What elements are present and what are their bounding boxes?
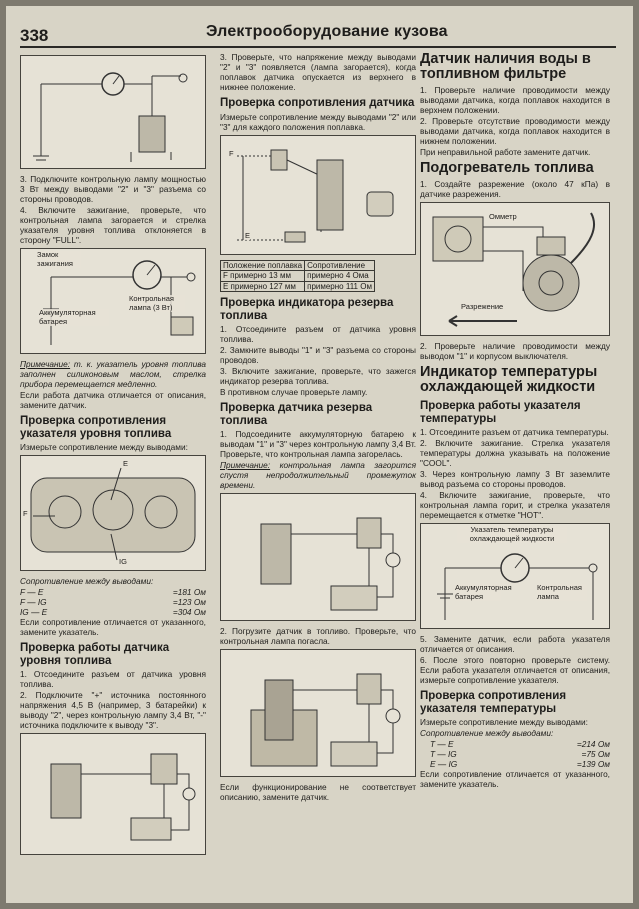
water-step-1: 1. Проверьте наличие проводимости между выводами датчика, когда поплавок находится в верхнем положении.	[420, 85, 610, 115]
heater-step-1: 1. Создайте разрежение (около 47 кПа) в датчике разрежения.	[420, 179, 610, 199]
figure-gauge-circuit	[20, 248, 206, 354]
figure-reserve-sensor-lamp	[220, 493, 416, 621]
resistance-caption: Сопротивление между выводами:	[20, 576, 154, 586]
table-header-cell: Положение поплавка	[221, 260, 305, 271]
reserve-sensor-step-1: 1. Подсоедините аккумуляторную батарею к выводам "1" и "3" через контрольную лампу 3,4 Вт. Проверьте, что контрольная лампа загорелась.	[220, 429, 416, 459]
figure-float-positions	[220, 135, 416, 255]
table-row	[221, 271, 375, 282]
fuel-sender-wiring-diagram	[21, 56, 205, 168]
resistance-value: =139 Ом	[576, 759, 610, 769]
temp-step-2: 2. Включите зажигание. Стрелка указателя температуры должна указывать на положение "COOL".	[420, 438, 610, 468]
table-header-row	[221, 260, 375, 271]
page-number: 338	[20, 26, 49, 45]
water-replace: При неправильной работе замените датчик.	[420, 147, 591, 157]
label-battery: Аккумуляторная батарея	[455, 583, 512, 601]
note-paragraph	[20, 359, 206, 389]
label-test-lamp: Контрольная лампа	[537, 584, 587, 601]
resistance-row	[420, 749, 610, 759]
step-3-connect-lamp: 3. Подключите контрольную лампу мощностью 3 Вт между выводами "2" и "3" разъема со стороны проводов.	[20, 174, 206, 204]
figure-temp-gauge-circuit	[420, 523, 610, 629]
reserve-sensor-lamp-diagram	[221, 494, 415, 620]
sensor-in-fuel-diagram	[221, 650, 415, 776]
resistance-pair: T — IG	[430, 749, 457, 759]
table-header-cell: Сопротивление	[305, 260, 375, 271]
label-full-position: F	[229, 148, 234, 158]
resistance-row	[20, 607, 206, 617]
resistance-pair: T — E	[430, 739, 454, 749]
heading-water-sensor: Датчик наличия воды в топливном фильтре	[420, 51, 591, 82]
column-middle	[220, 52, 416, 803]
figure-sensor-in-fuel	[220, 649, 416, 777]
heading-temp-indicator: Индикатор температуры охлаждающей жидкости	[420, 364, 598, 395]
resistance-pair: E — IG	[430, 759, 458, 769]
temp-step-6: 6. После этого повторно проверьте систему. Если работа указателя отличается от описания, измерьте сопротивление указателя.	[420, 655, 610, 685]
column-right	[420, 48, 610, 790]
figure-fuel-sender-wiring	[20, 55, 206, 169]
label-terminal-ig: IG	[119, 557, 127, 566]
table-cell: E примерно 127 мм	[221, 281, 305, 292]
reserve-step-3: 3. Включите зажигание, проверьте, что зажегся индикатор резерва топлива.	[220, 366, 416, 386]
reserve-step-1: 1. Отсоедините разъем от датчика уровня топлива.	[220, 324, 416, 344]
resistance-value: =123 Ом	[172, 597, 206, 607]
heater-step-2: 2. Проверьте наличие проводимости между выводом "1" и корпусом выключателя.	[420, 341, 610, 361]
table-cell: примерно 4 Ома	[305, 271, 375, 282]
page-title: Электрооборудование кузова	[206, 23, 448, 40]
temp-step-4: 4. Включите зажигание, проверьте, что контрольная лампа горит, и стрелка указателя перемещается к отметке "HOT".	[420, 490, 610, 520]
table-cell: F примерно 13 мм	[221, 271, 305, 282]
measure-float-text: Измерьте сопротивление между выводами "2" или "3" для каждого положения поплавка.	[220, 111, 416, 132]
label-empty-position: E	[245, 230, 251, 240]
label-ignition-lock: Замок зажигания	[37, 251, 81, 268]
temp-step-5: 5. Замените датчик, если работа указателя отличается от описания.	[420, 634, 610, 654]
label-terminal-e: E	[123, 459, 129, 468]
heading-temp-resistance: Проверка сопротивления указателя температуры	[420, 690, 567, 715]
label-test-lamp: Контрольная лампа (3 Вт)	[129, 295, 185, 312]
heading-reserve-indicator: Проверка индикатора резерва топлива	[220, 297, 394, 322]
sensor-test-diagram	[21, 734, 205, 854]
float-resistance-table	[220, 260, 375, 293]
column-left	[20, 52, 206, 860]
label-vacuum: Разрежение	[461, 302, 504, 311]
heading-temp-gauge-check: Проверка работы указателя температуры	[420, 400, 581, 425]
book-page	[6, 6, 633, 903]
label-battery: Аккумуляторная батарея	[39, 309, 109, 326]
resistance-value: =75 Ом	[581, 749, 610, 759]
measure-text: Измерьте сопротивление между выводами:	[420, 717, 588, 727]
resistance-row	[20, 587, 206, 597]
resistance-value: =181 Ом	[172, 587, 206, 597]
resistance-pair: F — IG	[20, 597, 47, 607]
sensor-step-1: 1. Отсоедините разъем от датчика уровня топлива.	[20, 669, 206, 689]
heading-gauge-resistance: Проверка сопротивления указателя уровня топлива	[20, 415, 172, 440]
heading-sensor-operation: Проверка работы датчика уровня топлива	[20, 642, 170, 667]
table-row	[221, 281, 375, 292]
note-text: контрольная лампа загорится спустя непродолжительный промежуток времени.	[220, 460, 416, 490]
temp-step-3: 3. Через контрольную лампу 3 Вт заземлите вывод разъема со стороны проводов.	[420, 469, 610, 489]
reserve-step-2: 2. Замкните выводы "1" и "3" разъема со стороны проводов.	[220, 345, 416, 365]
note-label: Примечание:	[220, 460, 271, 470]
table-cell: примерно 111 Ом	[305, 281, 375, 292]
heater-ohmmeter-diagram	[421, 203, 609, 335]
step-4-ignition: 4. Включите зажигание, проверьте, что контрольная лампа загорается и стрелка указателя уровня топлива отклоняется в сторону "FULL".	[20, 205, 206, 245]
label-terminal-f: F	[23, 509, 28, 518]
resistance-pair: IG — E	[20, 607, 48, 617]
temp-step-1: 1. Отсоедините разъем от датчика температуры.	[420, 427, 609, 437]
resistance-value: =304 Ом	[172, 607, 206, 617]
figure-heater-ohmmeter	[420, 202, 610, 336]
sensor-step-2: 2. Подключите "+" источника постоянного напряжения 4,5 В (например, 3 батарейки) к выводу "2", через контрольную лампу 3,4 Вт, "-" источника подключите к выводу "3".	[20, 690, 206, 730]
instrument-cluster-diagram	[21, 456, 205, 570]
measure-text: Измерьте сопротивление между выводами:	[20, 442, 188, 452]
resistance-row	[420, 739, 610, 749]
final-replace-gauge: Если сопротивление отличается от указанного, замените указатель.	[420, 769, 610, 789]
reserve-otherwise: В противном случае проверьте лампу.	[220, 387, 368, 397]
label-temp-gauge: Указатель температуры охлаждающей жидкости	[457, 526, 567, 543]
final-replace-sensor: Если функционирование не соответствует описанию, замените датчик.	[220, 782, 416, 802]
replace-sensor-text: Если работа датчика отличается от описания, замените датчик.	[20, 390, 206, 410]
heading-fuel-heater: Подогреватель топлива	[420, 160, 594, 176]
replace-gauge-text: Если сопротивление отличается от указанного, замените указатель.	[20, 617, 206, 637]
note-paragraph	[220, 460, 416, 490]
heading-reserve-sensor: Проверка датчика резерва топлива	[220, 402, 373, 427]
step-3-voltage: 3. Проверьте, что напряжение между выводами "2" и "3" появляется (лампа загорается), когда поплавок датчика опускается из верхнего в нижнее положение.	[220, 52, 416, 92]
label-ohmmeter: Омметр	[489, 212, 517, 221]
note-text: т. к. указатель уровня топлива заполнен силиконовым маслом, стрелка прибора перемещается медленно.	[20, 359, 206, 389]
submerge-step: 2. Погрузите датчик в топливо. Проверьте, что контрольная лампа погасла.	[220, 626, 416, 646]
float-positions-diagram	[221, 136, 415, 254]
heading-sensor-resistance: Проверка сопротивления датчика	[220, 97, 415, 109]
figure-instrument-cluster	[20, 455, 206, 571]
figure-sensor-test	[20, 733, 206, 855]
resistance-row	[420, 759, 610, 769]
resistance-row	[20, 597, 206, 607]
resistance-pair: F — E	[20, 587, 44, 597]
resistance-value: =214 Ом	[576, 739, 610, 749]
note-label: Примечание:	[20, 359, 71, 369]
resistance-caption: Сопротивление между выводами:	[420, 728, 554, 738]
water-step-2: 2. Проверьте отсутствие проводимости между выводами датчика, когда поплавок находится в нижнем положении.	[420, 116, 610, 146]
